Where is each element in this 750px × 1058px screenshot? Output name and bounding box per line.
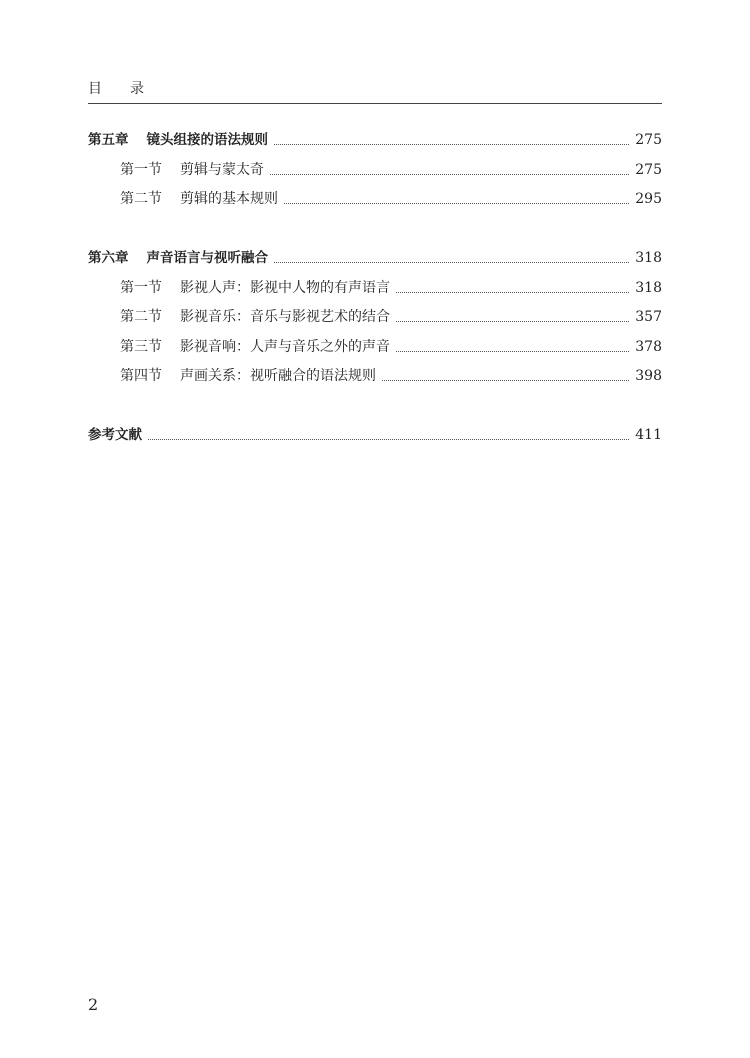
toc-entry-page: 275: [635, 132, 662, 148]
leader-dots: [396, 292, 629, 293]
toc-entry-section[interactable]: [120, 189, 662, 209]
toc-entry-section[interactable]: [120, 307, 662, 327]
toc-entry-title: 剪辑的基本规则: [180, 191, 278, 207]
toc-entry-page: 295: [635, 191, 662, 207]
leader-dots: [382, 380, 629, 381]
toc-entry-page: 357: [635, 309, 662, 325]
toc-entry-title: 声画关系：视听融合的语法规则: [180, 368, 376, 384]
leader-dots: [274, 144, 629, 145]
toc-entry-title: 剪辑与蒙太奇: [180, 162, 264, 178]
toc-entry-title: 镜头组接的语法规则: [146, 132, 268, 148]
toc-entry-title: 影视人声：影视中人物的有声语言: [180, 280, 390, 296]
toc-entry-page: 318: [635, 280, 662, 296]
toc-entry-chapter-6[interactable]: [88, 248, 662, 268]
toc-entry-title: 影视音乐：音乐与影视艺术的结合: [180, 309, 390, 325]
toc-entry-page: 318: [635, 250, 662, 266]
toc-entry-page: 411: [635, 427, 662, 443]
leader-dots: [274, 262, 629, 263]
toc-entry-page: 398: [635, 368, 662, 384]
header-label-mu: 目: [88, 81, 102, 97]
toc-entry-title: 参考文献: [88, 427, 142, 443]
toc-entry-section[interactable]: [120, 337, 662, 357]
toc-entry-page: 378: [635, 339, 662, 355]
toc-entry-label: 第六章: [88, 250, 129, 266]
leader-dots: [284, 203, 629, 204]
toc-entry-section[interactable]: [120, 160, 662, 180]
toc-entry-section[interactable]: [120, 366, 662, 386]
toc-entry-section[interactable]: [120, 278, 662, 298]
toc-entry-label: 第二节: [120, 191, 162, 207]
toc-entry-label: 第三节: [120, 339, 162, 355]
toc-entry-label: 第一节: [120, 162, 162, 178]
toc-entry-label: 第四节: [120, 368, 162, 384]
toc-entry-chapter-5[interactable]: [88, 130, 662, 150]
toc-entry-page: 275: [635, 162, 662, 178]
toc-entry-label: 第五章: [88, 132, 129, 148]
toc-entry-label: 第二节: [120, 309, 162, 325]
toc-entry-references[interactable]: [88, 425, 662, 445]
header-rule: [88, 103, 662, 104]
leader-dots: [148, 439, 629, 440]
leader-dots: [270, 174, 629, 175]
header-label-lu: 录: [130, 81, 144, 97]
page-number: 2: [88, 995, 99, 1014]
toc-entry-label: 第一节: [120, 280, 162, 296]
leader-dots: [396, 321, 629, 322]
toc-entry-title: 声音语言与视听融合: [146, 250, 268, 266]
leader-dots: [396, 351, 629, 352]
toc-entry-title: 影视音响：人声与音乐之外的声音: [180, 339, 390, 355]
